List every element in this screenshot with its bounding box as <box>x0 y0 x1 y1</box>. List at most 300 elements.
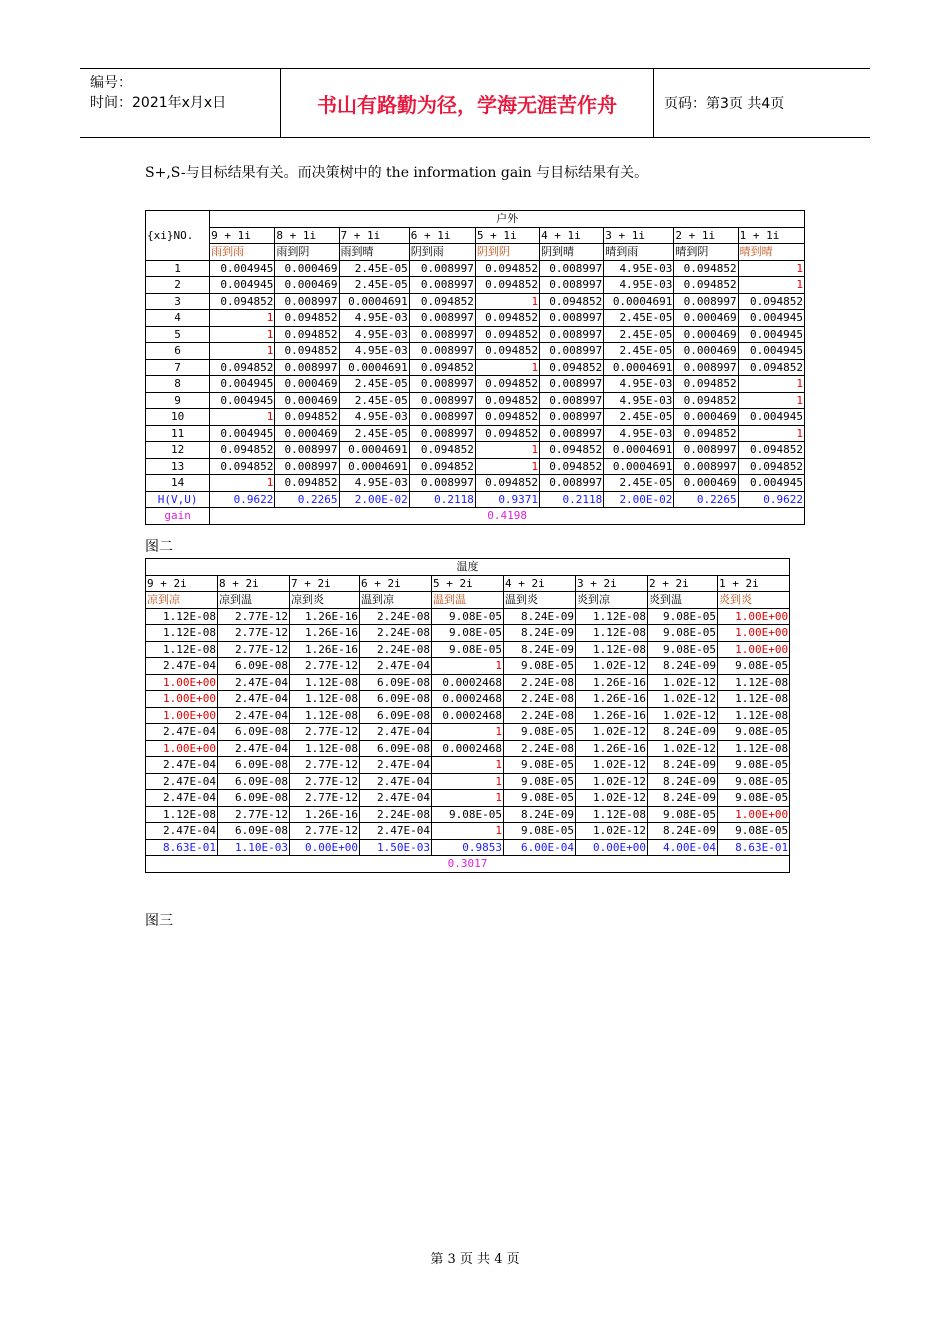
row-index: 4 <box>146 310 210 327</box>
table-cell: 1 <box>432 790 504 807</box>
table-title: 户外 <box>210 211 805 228</box>
corner-cell: {xi}NO. <box>146 211 210 261</box>
entropy-value: 0.00E+00 <box>576 839 648 856</box>
table-cell: 6.09E-08 <box>360 691 432 708</box>
table-cell: 0.008997 <box>540 425 604 442</box>
figure-3-caption: 图三 <box>145 913 173 929</box>
table-cell: 1.26E-16 <box>576 691 648 708</box>
table-cell: 1.02E-12 <box>576 757 648 774</box>
table-row <box>146 806 790 823</box>
table-cell: 0.004945 <box>738 475 804 492</box>
table-cell: 8.24E-09 <box>648 790 718 807</box>
table-cell: 4.95E-03 <box>339 343 409 360</box>
table-cell: 1.00E+00 <box>146 707 218 724</box>
column-header: 9 + 2i <box>146 575 218 592</box>
table-cell: 1.12E-08 <box>576 625 648 642</box>
table-row <box>146 674 790 691</box>
transition-label: 雨到晴 <box>339 244 409 261</box>
table-cell: 0.094852 <box>540 359 604 376</box>
page-header <box>80 68 870 138</box>
table-cell: 2.77E-12 <box>290 773 360 790</box>
table-cell: 2.77E-12 <box>218 806 290 823</box>
table-cell: 0.008997 <box>540 392 604 409</box>
table-cell: 2.77E-12 <box>290 790 360 807</box>
transition-label: 温到炎 <box>504 592 576 609</box>
table-cell: 0.008997 <box>409 310 475 327</box>
column-header: 8 + 2i <box>218 575 290 592</box>
table-cell: 2.45E-05 <box>339 376 409 393</box>
table-cell: 1.12E-08 <box>146 806 218 823</box>
entropy-value: 6.00E-04 <box>504 839 576 856</box>
table-cell: 1 <box>475 359 539 376</box>
table-cell: 2.47E-04 <box>218 691 290 708</box>
table-cell: 1.12E-08 <box>576 641 648 658</box>
table-cell: 4.95E-03 <box>604 392 674 409</box>
entropy-value: 1.50E-03 <box>360 839 432 856</box>
table-cell: 0.008997 <box>540 260 604 277</box>
table-cell: 2.47E-04 <box>360 823 432 840</box>
table-cell: 2.47E-04 <box>218 707 290 724</box>
table-cell: 9.08E-05 <box>432 625 504 642</box>
table-cell: 0.094852 <box>210 359 275 376</box>
table-title: 温度 <box>146 559 790 576</box>
table-cell: 0.008997 <box>540 277 604 294</box>
table-cell: 1 <box>475 458 539 475</box>
table-cell: 1.02E-12 <box>576 823 648 840</box>
row-index: 2 <box>146 277 210 294</box>
gain-value: 0.4198 <box>210 508 805 525</box>
table-cell: 1.26E-16 <box>290 641 360 658</box>
table-cell: 1.02E-12 <box>648 740 718 757</box>
table-cell: 9.08E-05 <box>504 790 576 807</box>
entropy-value: 0.2118 <box>409 491 475 508</box>
transition-label: 阴到阴 <box>475 244 539 261</box>
row-index: 13 <box>146 458 210 475</box>
table-cell: 1 <box>475 442 539 459</box>
table-cell: 2.45E-05 <box>339 425 409 442</box>
entropy-value: 0.9853 <box>432 839 504 856</box>
table-cell: 0.008997 <box>275 442 339 459</box>
entropy-value: 0.2265 <box>674 491 738 508</box>
entropy-value: 0.9371 <box>475 491 539 508</box>
table-cell: 0.0002468 <box>432 740 504 757</box>
table-row <box>146 409 805 426</box>
table-cell: 1.12E-08 <box>576 608 648 625</box>
transition-label: 炎到温 <box>648 592 718 609</box>
outdoor-table <box>145 210 805 525</box>
table-row <box>146 277 805 294</box>
table-cell: 1 <box>210 310 275 327</box>
table-cell: 0.000469 <box>674 475 738 492</box>
table-cell: 0.094852 <box>210 442 275 459</box>
table-cell: 2.24E-08 <box>504 707 576 724</box>
table-cell: 6.09E-08 <box>218 773 290 790</box>
header-motto: 书山有路勤为径，学海无涯苦作舟 <box>281 69 654 137</box>
table-cell: 6.09E-08 <box>360 740 432 757</box>
table-cell: 1.12E-08 <box>718 674 790 691</box>
table-cell: 0.094852 <box>409 458 475 475</box>
table-cell: 1 <box>432 724 504 741</box>
table-cell: 2.45E-05 <box>339 392 409 409</box>
table-cell: 0.0004691 <box>339 442 409 459</box>
table-cell: 0.094852 <box>275 475 339 492</box>
entropy-label: H(V,U) <box>146 491 210 508</box>
table-cell: 0.094852 <box>275 409 339 426</box>
table-cell: 0.008997 <box>409 392 475 409</box>
table-row <box>146 724 790 741</box>
row-index: 8 <box>146 376 210 393</box>
table-cell: 1 <box>738 392 804 409</box>
table-cell: 9.08E-05 <box>504 773 576 790</box>
column-header: 1 + 1i <box>738 227 804 244</box>
header-meta <box>80 69 281 137</box>
table-cell: 0.094852 <box>210 458 275 475</box>
table-cell: 0.094852 <box>475 425 539 442</box>
column-header: 7 + 2i <box>290 575 360 592</box>
table-cell: 1 <box>432 757 504 774</box>
column-header: 4 + 2i <box>504 575 576 592</box>
transition-label: 温到凉 <box>360 592 432 609</box>
table-cell: 0.000469 <box>275 376 339 393</box>
intro-paragraph: S+,S-与目标结果有关。而决策树中的 the information gain 与目标结果有关。 <box>145 165 649 181</box>
table-cell: 0.094852 <box>275 343 339 360</box>
table-cell: 1.12E-08 <box>718 691 790 708</box>
table-row <box>146 359 805 376</box>
row-index: 6 <box>146 343 210 360</box>
table-row <box>146 260 805 277</box>
table-cell: 2.47E-04 <box>146 724 218 741</box>
table-cell: 0.008997 <box>540 326 604 343</box>
table-cell: 0.094852 <box>275 326 339 343</box>
table-cell: 2.47E-04 <box>360 773 432 790</box>
table-cell: 1.00E+00 <box>718 608 790 625</box>
entropy-value: 0.2265 <box>275 491 339 508</box>
doc-number: 编号： <box>90 75 132 91</box>
table-cell: 0.0002468 <box>432 691 504 708</box>
table-cell: 9.08E-05 <box>718 823 790 840</box>
table-row <box>146 458 805 475</box>
table-cell: 0.094852 <box>275 310 339 327</box>
table-row <box>146 425 805 442</box>
table-cell: 1.12E-08 <box>290 707 360 724</box>
table-cell: 2.77E-12 <box>290 823 360 840</box>
table-cell: 0.0004691 <box>339 458 409 475</box>
table-cell: 0.008997 <box>540 376 604 393</box>
column-header: 2 + 2i <box>648 575 718 592</box>
table-cell: 1.26E-16 <box>576 740 648 757</box>
table-cell: 0.004945 <box>738 343 804 360</box>
table-cell: 0.0004691 <box>339 359 409 376</box>
table-cell: 1.26E-16 <box>576 674 648 691</box>
table-cell: 1.02E-12 <box>576 790 648 807</box>
table-cell: 9.08E-05 <box>432 806 504 823</box>
figure-2-caption: 图二 <box>145 539 173 555</box>
row-index: 10 <box>146 409 210 426</box>
table-cell: 9.08E-05 <box>718 773 790 790</box>
table-cell: 6.09E-08 <box>218 658 290 675</box>
table-cell: 2.47E-04 <box>146 823 218 840</box>
table-cell: 9.08E-05 <box>718 724 790 741</box>
table-cell: 2.47E-04 <box>360 658 432 675</box>
table-cell: 9.08E-05 <box>432 641 504 658</box>
table-cell: 0.0004691 <box>339 293 409 310</box>
table-cell: 2.24E-08 <box>360 806 432 823</box>
table-cell: 0.004945 <box>210 277 275 294</box>
table-cell: 0.094852 <box>674 260 738 277</box>
table-cell: 1.26E-16 <box>576 707 648 724</box>
table-cell: 0.000469 <box>674 343 738 360</box>
page-footer: 第 3 页 共 4 页 <box>430 1252 520 1267</box>
table-row <box>146 475 805 492</box>
table-cell: 6.09E-08 <box>360 674 432 691</box>
table-cell: 0.008997 <box>540 475 604 492</box>
entropy-row <box>146 839 790 856</box>
table-cell: 2.47E-04 <box>218 674 290 691</box>
table-cell: 0.094852 <box>674 392 738 409</box>
table-cell: 4.95E-03 <box>339 326 409 343</box>
table-cell: 2.77E-12 <box>290 757 360 774</box>
transition-label: 温到温 <box>432 592 504 609</box>
table-cell: 0.094852 <box>475 409 539 426</box>
table-cell: 0.0004691 <box>604 293 674 310</box>
table-row <box>146 740 790 757</box>
table-cell: 0.004945 <box>738 409 804 426</box>
table-cell: 9.08E-05 <box>648 625 718 642</box>
table-cell: 1.00E+00 <box>718 625 790 642</box>
table-row <box>146 707 790 724</box>
column-header: 5 + 2i <box>432 575 504 592</box>
gain-row <box>146 508 805 525</box>
table-cell: 0.094852 <box>409 442 475 459</box>
table-row <box>146 392 805 409</box>
transition-label: 阴到雨 <box>409 244 475 261</box>
row-index: 11 <box>146 425 210 442</box>
table-cell: 1.12E-08 <box>146 625 218 642</box>
table-cell: 2.47E-04 <box>146 773 218 790</box>
table-cell: 9.08E-05 <box>648 641 718 658</box>
table-cell: 2.47E-04 <box>360 790 432 807</box>
table-row <box>146 293 805 310</box>
table-cell: 1.02E-12 <box>576 773 648 790</box>
column-header: 6 + 2i <box>360 575 432 592</box>
row-index: 14 <box>146 475 210 492</box>
table-cell: 1.12E-08 <box>718 740 790 757</box>
table-cell: 9.08E-05 <box>648 608 718 625</box>
table-cell: 0.004945 <box>210 425 275 442</box>
table-cell: 0.094852 <box>475 392 539 409</box>
table-cell: 0.094852 <box>475 310 539 327</box>
table-cell: 0.094852 <box>674 277 738 294</box>
table-cell: 1.12E-08 <box>576 806 648 823</box>
table-cell: 0.004945 <box>210 260 275 277</box>
column-header: 3 + 1i <box>604 227 674 244</box>
header-row <box>146 559 790 576</box>
table-cell: 2.45E-05 <box>604 475 674 492</box>
table-cell: 1 <box>432 823 504 840</box>
table-cell: 2.24E-08 <box>360 608 432 625</box>
transition-label: 凉到炎 <box>290 592 360 609</box>
table-cell: 0.094852 <box>475 376 539 393</box>
table-cell: 1 <box>210 475 275 492</box>
table-row <box>146 343 805 360</box>
table-cell: 0.004945 <box>738 310 804 327</box>
table-cell: 9.08E-05 <box>504 823 576 840</box>
column-header: 7 + 1i <box>339 227 409 244</box>
table-cell: 1.00E+00 <box>718 806 790 823</box>
table-row <box>146 658 790 675</box>
column-header: 8 + 1i <box>275 227 339 244</box>
table-cell: 1 <box>210 343 275 360</box>
table-cell: 2.47E-04 <box>146 757 218 774</box>
table-cell: 0.094852 <box>738 359 804 376</box>
table-cell: 1.12E-08 <box>146 641 218 658</box>
table-cell: 2.45E-05 <box>339 260 409 277</box>
table-cell: 2.45E-05 <box>604 409 674 426</box>
table-cell: 4.95E-03 <box>339 475 409 492</box>
table-cell: 2.45E-05 <box>604 343 674 360</box>
table-cell: 0.008997 <box>674 293 738 310</box>
table-cell: 1.12E-08 <box>290 691 360 708</box>
table-cell: 0.094852 <box>409 293 475 310</box>
table-cell: 0.094852 <box>475 260 539 277</box>
table-cell: 2.45E-05 <box>604 326 674 343</box>
table-cell: 1 <box>738 260 804 277</box>
table-cell: 0.008997 <box>409 475 475 492</box>
table-cell: 1 <box>210 326 275 343</box>
column-header: 3 + 2i <box>576 575 648 592</box>
row-index: 3 <box>146 293 210 310</box>
table-cell: 6.09E-08 <box>218 757 290 774</box>
table-cell: 0.004945 <box>210 392 275 409</box>
table-cell: 1 <box>210 409 275 426</box>
label-row <box>146 244 805 261</box>
transition-label: 凉到凉 <box>146 592 218 609</box>
temperature-table <box>145 558 790 873</box>
table-cell: 0.0004691 <box>604 359 674 376</box>
column-row <box>146 227 805 244</box>
table-cell: 0.094852 <box>738 442 804 459</box>
transition-label: 阴到晴 <box>540 244 604 261</box>
table-cell: 1 <box>432 773 504 790</box>
table-cell: 8.24E-09 <box>504 806 576 823</box>
table-cell: 9.08E-05 <box>648 806 718 823</box>
table-cell: 0.004945 <box>210 376 275 393</box>
table-cell: 8.24E-09 <box>648 724 718 741</box>
table-cell: 0.0002468 <box>432 674 504 691</box>
table-cell: 1.00E+00 <box>146 740 218 757</box>
table-cell: 4.95E-03 <box>339 409 409 426</box>
table-cell: 2.47E-04 <box>360 724 432 741</box>
table-cell: 6.09E-08 <box>218 724 290 741</box>
table-cell: 1.12E-08 <box>146 608 218 625</box>
table-cell: 0.008997 <box>540 343 604 360</box>
entropy-row <box>146 491 805 508</box>
table-cell: 0.008997 <box>409 343 475 360</box>
entropy-value: 0.9622 <box>738 491 804 508</box>
table-cell: 1.00E+00 <box>146 691 218 708</box>
doc-date: 时间：2021年x月x日 <box>90 95 227 111</box>
table-cell: 0.008997 <box>409 376 475 393</box>
table-row <box>146 310 805 327</box>
entropy-value: 2.00E-02 <box>604 491 674 508</box>
table-cell: 0.094852 <box>475 343 539 360</box>
table-cell: 0.094852 <box>738 293 804 310</box>
row-index: 7 <box>146 359 210 376</box>
table-cell: 0.008997 <box>409 277 475 294</box>
table-cell: 0.0004691 <box>604 442 674 459</box>
row-index: 1 <box>146 260 210 277</box>
table-row <box>146 625 790 642</box>
table-cell: 0.008997 <box>409 326 475 343</box>
table-cell: 0.008997 <box>275 359 339 376</box>
table-cell: 4.95E-03 <box>604 376 674 393</box>
table-row <box>146 442 805 459</box>
table-cell: 9.08E-05 <box>504 658 576 675</box>
entropy-value: 0.00E+00 <box>290 839 360 856</box>
table-row <box>146 376 805 393</box>
table-cell: 1.26E-16 <box>290 625 360 642</box>
column-header: 4 + 1i <box>540 227 604 244</box>
table-cell: 9.08E-05 <box>432 608 504 625</box>
table-cell: 0.008997 <box>674 442 738 459</box>
table-cell: 1.26E-16 <box>290 806 360 823</box>
table-cell: 1.02E-12 <box>648 674 718 691</box>
entropy-value: 0.2118 <box>540 491 604 508</box>
table-cell: 0.0004691 <box>604 458 674 475</box>
transition-label: 凉到温 <box>218 592 290 609</box>
table-cell: 0.008997 <box>540 310 604 327</box>
table-cell: 0.094852 <box>210 293 275 310</box>
table-cell: 2.24E-08 <box>504 691 576 708</box>
table-cell: 0.094852 <box>409 359 475 376</box>
column-header: 1 + 2i <box>718 575 790 592</box>
transition-label: 晴到阴 <box>674 244 738 261</box>
table-cell: 0.0002468 <box>432 707 504 724</box>
table-cell: 8.24E-09 <box>504 608 576 625</box>
table-row <box>146 326 805 343</box>
table-cell: 6.09E-08 <box>360 707 432 724</box>
table-cell: 0.008997 <box>275 458 339 475</box>
table-cell: 4.95E-03 <box>604 260 674 277</box>
table-cell: 9.08E-05 <box>718 658 790 675</box>
table-cell: 1.00E+00 <box>146 674 218 691</box>
table-cell: 0.000469 <box>674 310 738 327</box>
entropy-value: 0.9622 <box>210 491 275 508</box>
transition-label: 雨到雨 <box>210 244 275 261</box>
row-index: 12 <box>146 442 210 459</box>
gain-value: 0.3017 <box>146 856 790 873</box>
table-cell: 8.24E-09 <box>504 641 576 658</box>
table-cell: 0.000469 <box>275 425 339 442</box>
row-index: 9 <box>146 392 210 409</box>
table-cell: 8.24E-09 <box>504 625 576 642</box>
table-cell: 0.000469 <box>674 409 738 426</box>
transition-label: 雨到阴 <box>275 244 339 261</box>
table-cell: 0.008997 <box>674 359 738 376</box>
table-cell: 9.08E-05 <box>718 757 790 774</box>
table-cell: 6.09E-08 <box>218 823 290 840</box>
table-cell: 4.95E-03 <box>339 310 409 327</box>
table-cell: 8.24E-09 <box>648 658 718 675</box>
table-cell: 0.094852 <box>540 293 604 310</box>
column-header: 6 + 1i <box>409 227 475 244</box>
table-cell: 1.12E-08 <box>290 740 360 757</box>
table-cell: 8.24E-09 <box>648 757 718 774</box>
transition-label: 炎到凉 <box>576 592 648 609</box>
table-cell: 0.008997 <box>409 409 475 426</box>
gain-label: gain <box>146 508 210 525</box>
table-cell: 0.094852 <box>475 277 539 294</box>
